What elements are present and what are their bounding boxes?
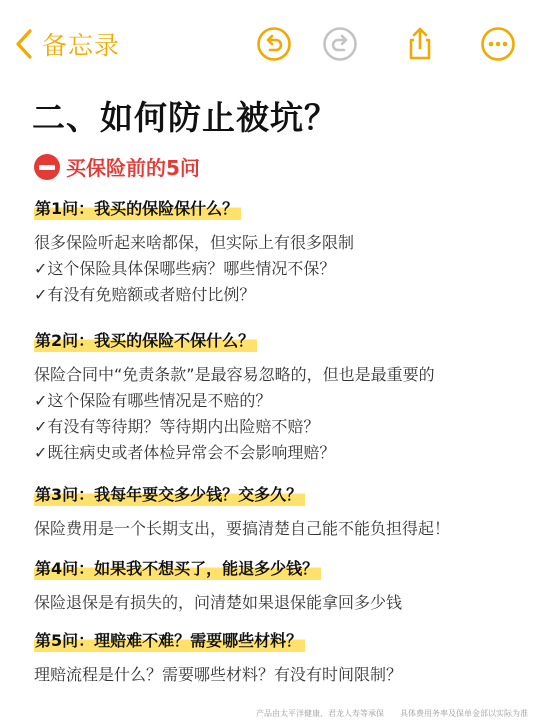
answer-line: 理赔流程是什么？需要哪些材料？有没有时间限制？ — [34, 665, 403, 684]
answer-line: 保险费用是一个长期支出，要搞清楚自己能不能负担得起！ — [34, 519, 451, 538]
question-block-4 — [34, 556, 514, 616]
answer-line: ✓这个保险具体保哪些病？哪些情况不保？ — [34, 259, 336, 278]
question-block-1 — [34, 196, 514, 308]
answer-line: ✓这个保险有哪些情况是不赔的？ — [34, 391, 272, 410]
question-title: 第3问：我每年要交多少钱？交多久？ — [34, 482, 305, 508]
answer-line: 保险合同中“免责条款”是最容易忽略的，但也是最重要的 — [34, 365, 435, 384]
back-button[interactable] — [12, 26, 120, 62]
undo-icon[interactable] — [256, 26, 292, 62]
disclaimer-footer: 产品由太平洋健康、君龙人寿等承保 具体费用务率及保单金部以实际为准 — [256, 709, 528, 718]
share-icon[interactable] — [402, 26, 438, 62]
page-title: 二、如何防止被坑？ — [32, 98, 338, 137]
redo-icon[interactable] — [322, 26, 358, 62]
no-entry-icon — [34, 154, 60, 180]
question-title: 第1问：我买的保险保什么？ — [34, 196, 241, 222]
question-title: 第2问：我买的保险不保什么？ — [34, 328, 257, 354]
back-label: 备忘录 — [42, 31, 121, 60]
chevron-left-icon — [12, 27, 36, 61]
section-label: 买保险前的5问 — [66, 156, 200, 180]
question-title: 第4问：如果我不想买了，能退多少钱？ — [34, 556, 321, 582]
section-header — [34, 152, 200, 181]
more-icon[interactable] — [480, 26, 516, 62]
question-block-3 — [34, 482, 514, 542]
answer-line: 保险退保是有损失的，问清楚如果退保能拿回多少钱 — [34, 593, 403, 612]
question-title: 第5问：理赔难不难？需要哪些材料？ — [34, 628, 305, 654]
question-block-5 — [34, 628, 514, 688]
answer-line: ✓有没有等待期？等待期内出险赔不赔？ — [34, 417, 320, 436]
answer-line: ✓既往病史或者体检异常会不会影响理赔？ — [34, 443, 336, 462]
top-nav-bar — [0, 0, 540, 88]
question-block-2 — [34, 328, 514, 466]
answer-line: 很多保险听起来啥都保，但实际上有很多限制 — [34, 233, 355, 252]
answer-line: ✓有没有免赔额或者赔付比例？ — [34, 285, 256, 304]
